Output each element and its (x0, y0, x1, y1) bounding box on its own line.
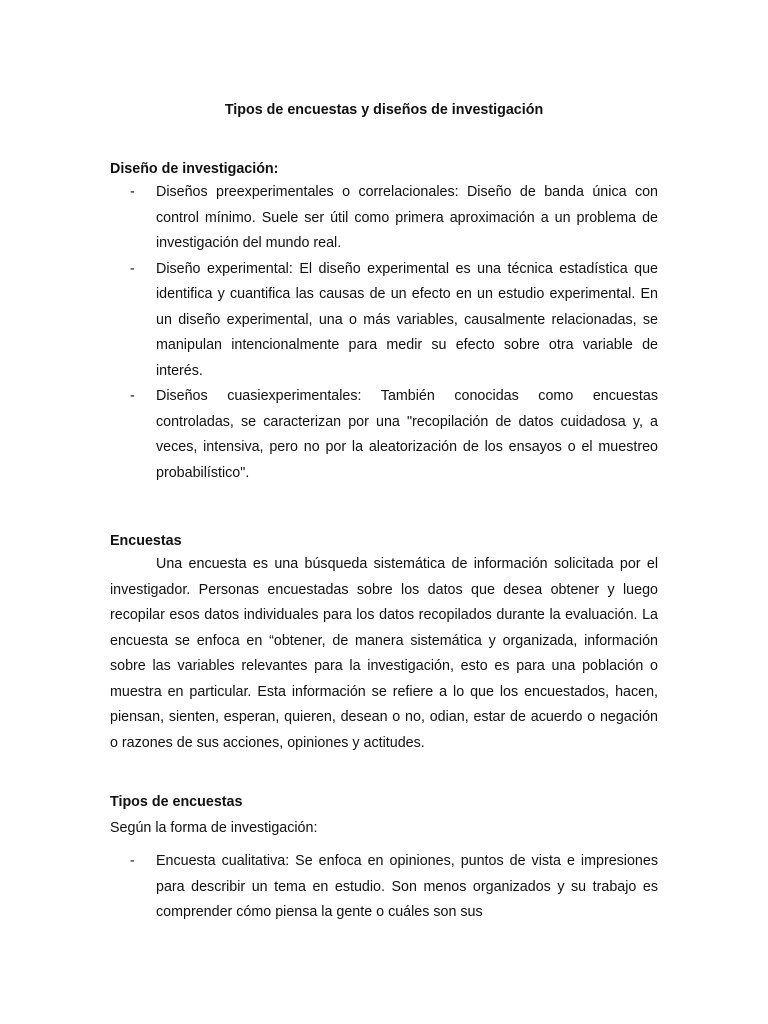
list-item (110, 384, 658, 486)
tipos-intro: Según la forma de investigación: (110, 820, 318, 836)
list-item-text: Diseño experimental: El diseño experimental es una técnica estadística que identifica y cuantifica las causas de un efecto en un estudio experimental. En un diseño experimental, una o más variables, causalmente relacionadas, se manipulan intencionalmente para medir su efecto sobre otra variable de interés. (156, 260, 658, 379)
survey-types-list (110, 849, 658, 926)
list-item-text: Diseños preexperimentales o correlacionales: Diseño de banda única con control mínimo. Suele ser útil como primera aproximación a un problema de investigación del mundo real. (156, 184, 658, 251)
list-item-text: Encuesta cualitativa: Se enfoca en opiniones, puntos de vista e impresiones para describir un tema en estudio. Son menos organizados y su trabajo es comprender cómo piensa la gente o cuáles son sus (156, 853, 658, 920)
list-item (110, 180, 658, 257)
bullet-dash: - (130, 388, 135, 404)
design-types-list (110, 180, 658, 486)
section-heading-diseno: Diseño de investigación: (110, 161, 279, 177)
list-item (110, 257, 658, 385)
bullet-dash: - (130, 260, 135, 277)
encuestas-paragraph: Una encuesta es una búsqueda sistemática de información solicitada por el investigador. Personas encuestadas sobre los datos que desea obtener y luego recopilar esos datos individuales para los datos recopilados durante la evaluación. La encuesta se enfoca en “obtener, de manera sistemática y organizada, información sobre las variables relevantes para la investigación, esto es para una población o muestra en particular. Esta información se refiere a lo que los encuestados, hacen, piensan, sienten, esperan, quieren, desean o no, odian, estar de acuerdo o negación o razones de sus acciones, opiniones y actitudes. (110, 556, 658, 751)
list-item (110, 849, 658, 926)
bullet-dash: - (130, 184, 135, 200)
section-heading-encuestas: Encuestas (110, 533, 182, 549)
list-item-text: Diseños cuasiexperimentales: También conocidas como encuestas controladas, se caracterizan por una "recopilación de datos cuidadosa y, a veces, intensiva, pero no por la aleatorización de los ensayos o el muestreo probabilístico". (156, 388, 658, 481)
section-heading-tipos: Tipos de encuestas (110, 794, 243, 810)
bullet-dash: - (130, 853, 135, 869)
document-title: Tipos de encuestas y diseños de investigación (224, 102, 544, 118)
